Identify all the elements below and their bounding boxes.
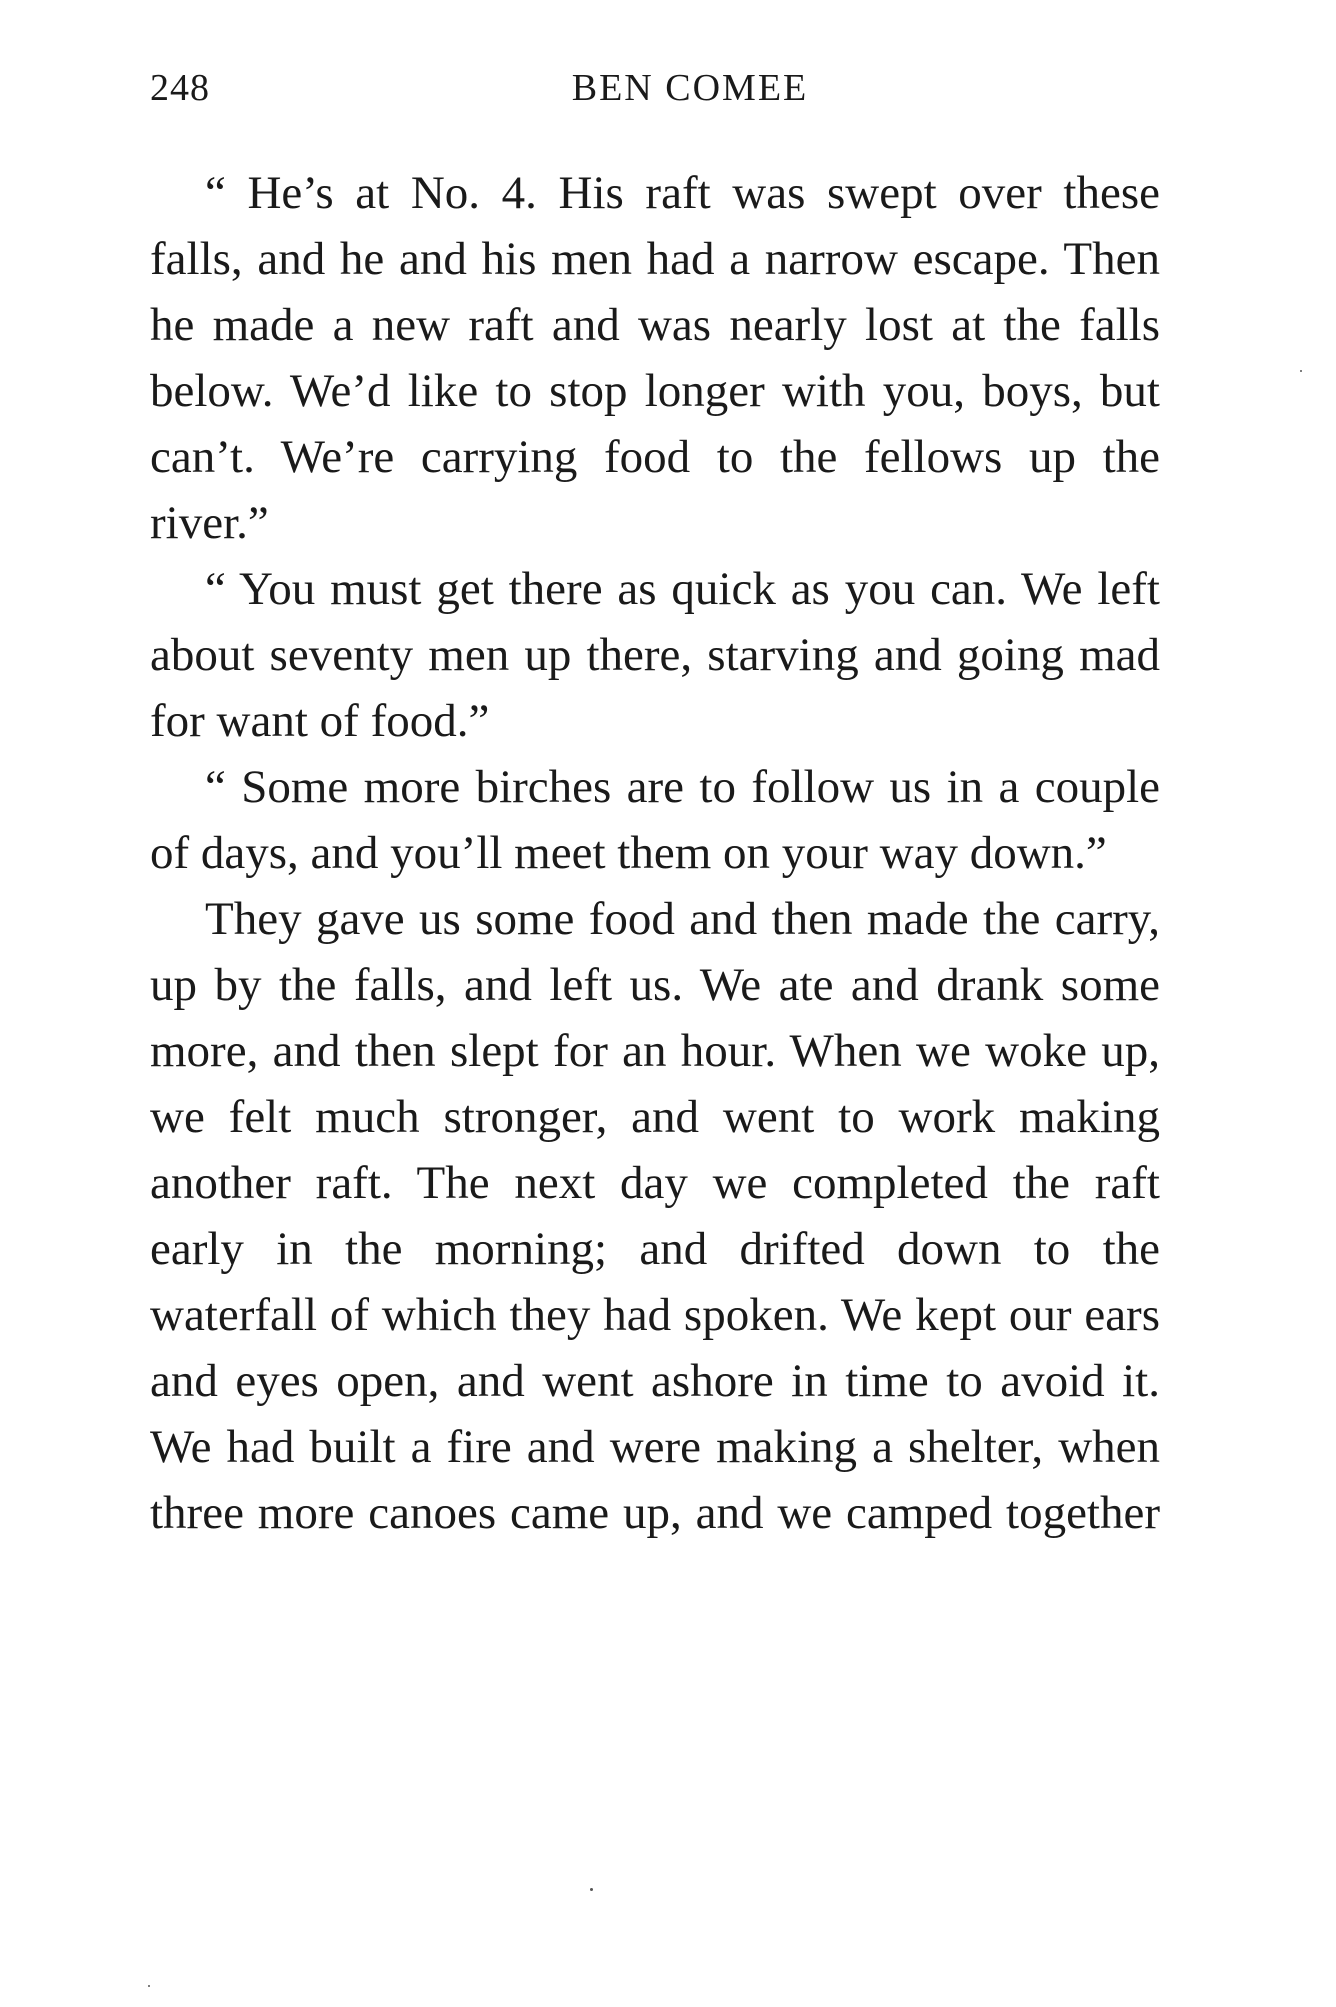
running-title: BEN COMEE bbox=[571, 67, 809, 109]
paragraph-4: They gave us some food and then made the carry, up by the falls, and left us. We ate and drank some more, and then slept for an hour. When we woke up, we felt much stronger, and went to work making another raft. The next day we completed the raft early in the morning; and drifted down to the waterfall of which they had spoken. We kept our ears and eyes open, and went ashore in time to avoid it. We had built a fire and were making a shelter, when three more canoes came up, and we camped together bbox=[150, 893, 1160, 1539]
paragraph-2: “ You must get there as quick as you can. We left about seventy men up there, starving and going mad for want of food.” bbox=[150, 563, 1160, 747]
print-speck bbox=[590, 1888, 593, 1891]
print-speck bbox=[1300, 370, 1302, 372]
running-head bbox=[150, 66, 1160, 126]
print-speck bbox=[148, 1985, 150, 1987]
page-number: 248 bbox=[150, 67, 210, 109]
paragraph-3: “ Some more birches are to follow us in a couple of days, and you’ll meet them on your way down.” bbox=[150, 761, 1160, 879]
paragraph-1: “ He’s at No. 4. His raft was swept over these falls, and he and his men had a narrow escape. Then he made a new raft and was nearly lost at the falls below. We’d like to stop longer with you, boys, but can’t. We’re carrying food to the fellows up the river.” bbox=[150, 167, 1160, 549]
body-text bbox=[150, 160, 1160, 1546]
